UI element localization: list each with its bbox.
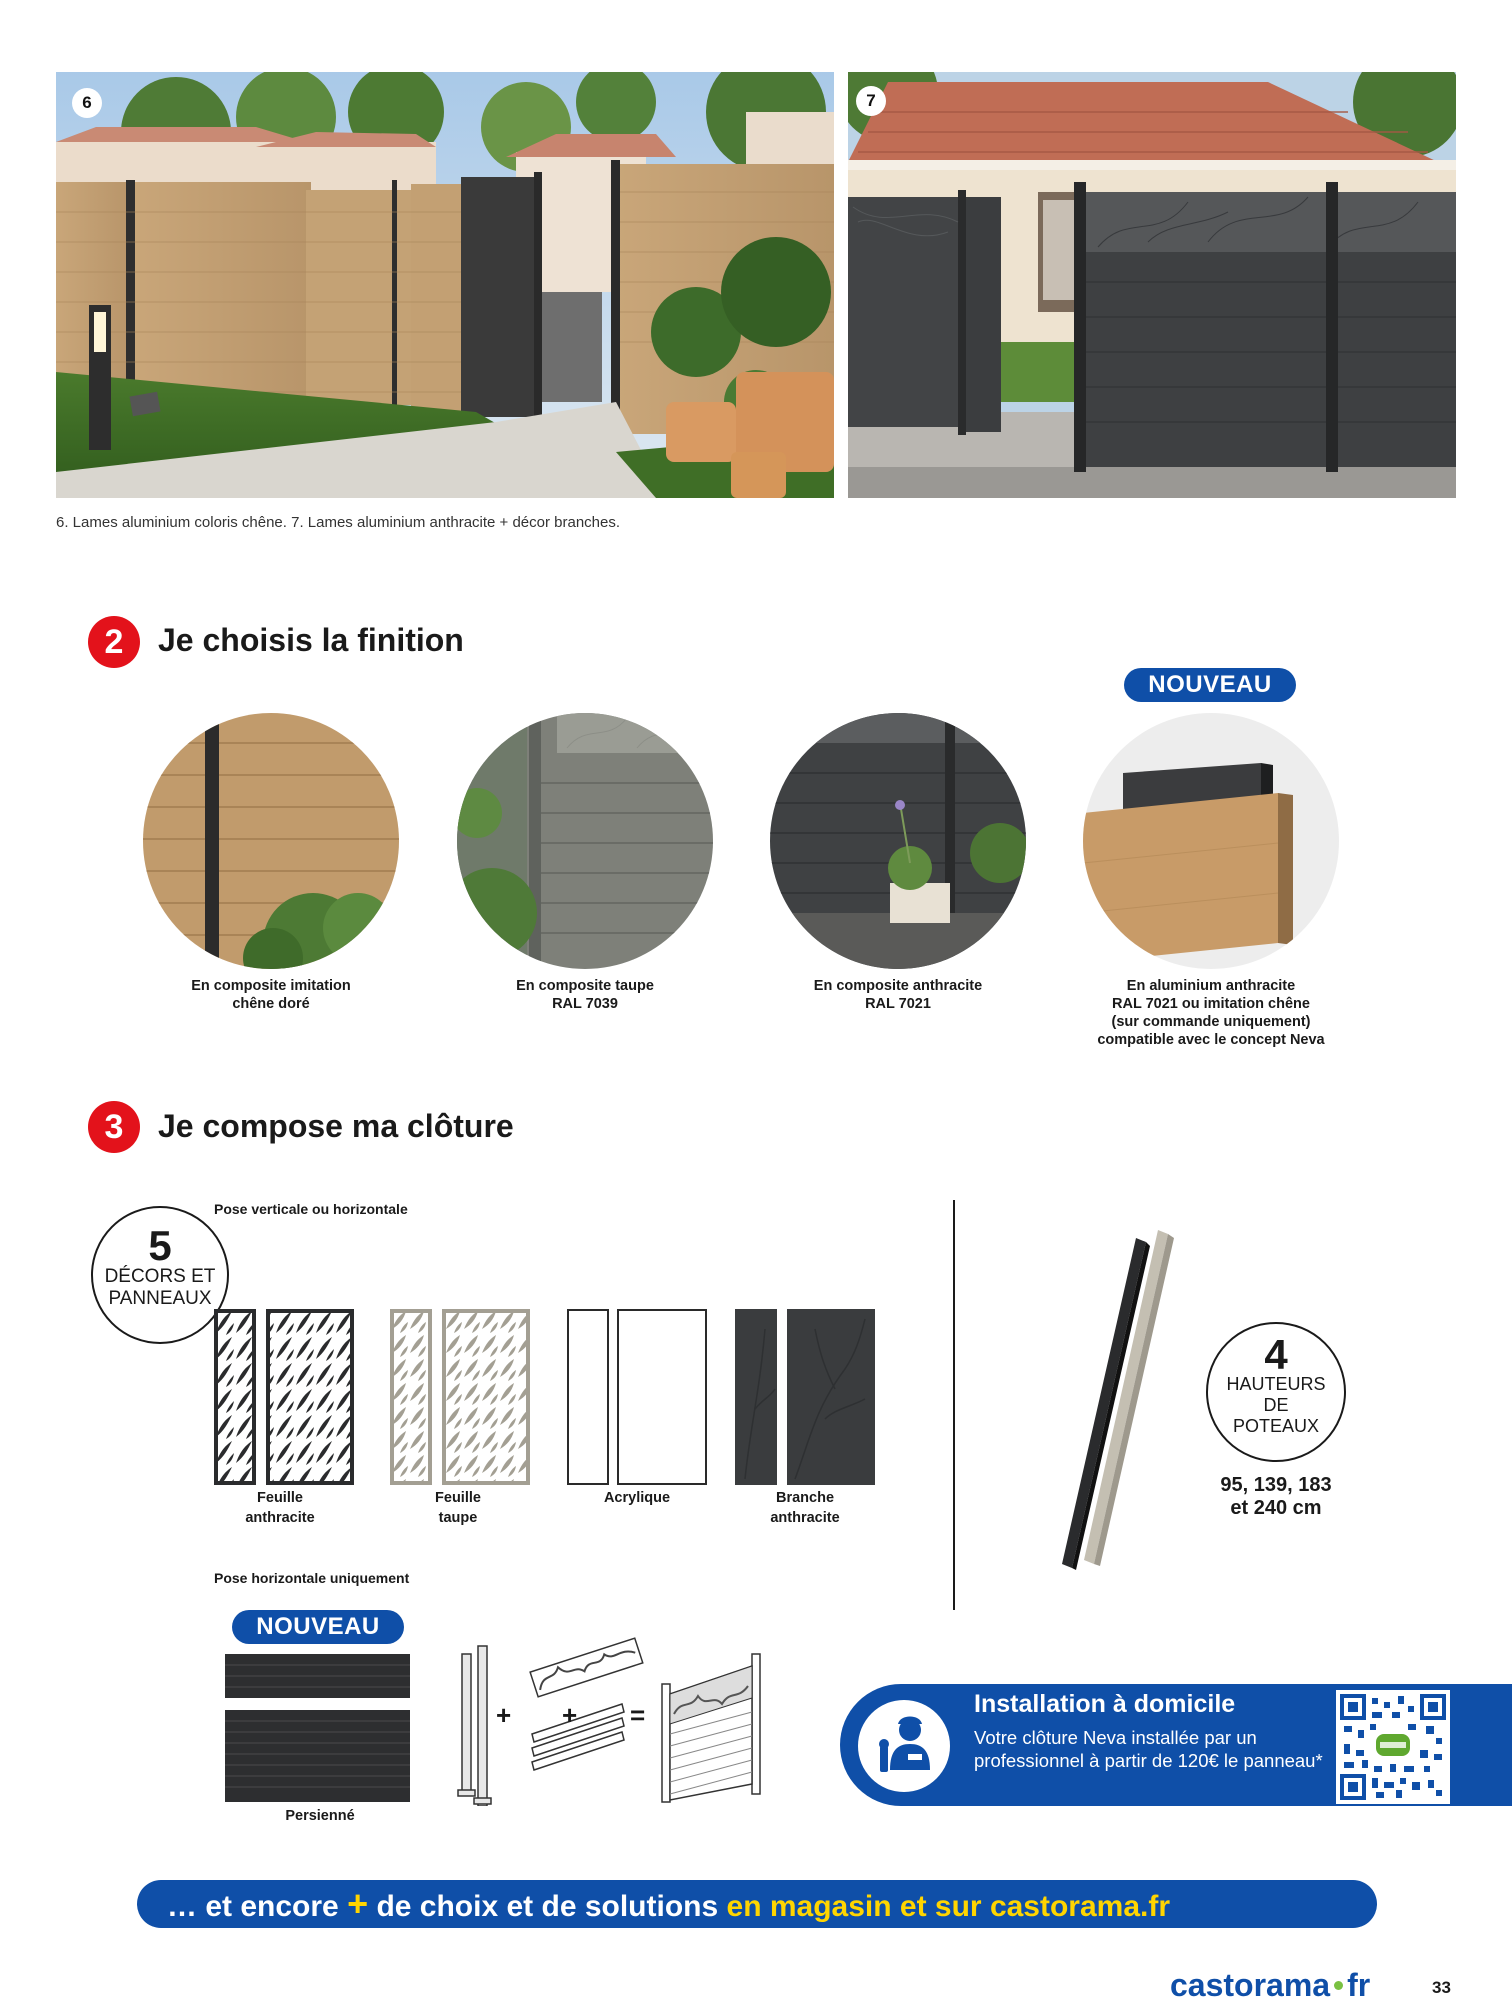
- pose-horizontal-label: Pose horizontale uniquement: [214, 1570, 410, 1586]
- persienne-label: Persienné: [285, 1808, 355, 1824]
- heights-count-circle: 4 HAUTEURS DE POTEAUX: [1206, 1322, 1346, 1462]
- panel-label-leaf-taupe: Feuille taupe: [435, 1490, 481, 1526]
- installation-title: Installation à domicile: [974, 1690, 1236, 1718]
- plus-icon: +: [347, 1883, 369, 1924]
- panel-label-branch-anthracite: Branche anthracite: [770, 1490, 840, 1526]
- finish-swatch-taupe: [457, 713, 713, 969]
- panel-branch-anthracite: [735, 1309, 875, 1485]
- posts-illustration: [1050, 1228, 1180, 1573]
- logo-dot-icon: [1334, 1981, 1343, 1990]
- post-heights-values: 95, 139, 183 et 240 cm: [1220, 1474, 1332, 1519]
- plus-sign: +: [496, 1700, 512, 1730]
- step-number-2: 2: [88, 616, 140, 668]
- new-badge: NOUVEAU: [232, 1610, 404, 1644]
- finish-label-anthracite: En composite anthracite RAL 7021: [813, 978, 983, 1012]
- step-number-3: 3: [88, 1101, 140, 1153]
- plus-sign: +: [562, 1700, 578, 1730]
- panel-acrylic: [567, 1309, 707, 1485]
- finish-swatch-oak: [143, 713, 399, 969]
- banner-text: … et encore + de choix et de solutions en magasin et sur castorama.fr: [167, 1883, 1171, 1924]
- column-divider: [953, 1200, 955, 1610]
- finish-swatch-aluminium: [1083, 713, 1339, 969]
- section-title-compose: Je compose ma clôture: [158, 1108, 514, 1144]
- photo-oak-fence: [56, 72, 834, 498]
- decors-count-circle: 5 DÉCORS ET PANNEAUX: [91, 1206, 229, 1344]
- castorama-logo[interactable]: castorama fr: [1170, 1967, 1371, 2000]
- pose-vertical-label: Pose verticale ou horizontale: [214, 1201, 408, 1217]
- photo-number-badge: 6: [72, 88, 102, 118]
- finish-label-aluminium: En aluminium anthracite RAL 7021 ou imitation chêne (sur commande uniquement) compatible avec le concept Neva: [1097, 978, 1325, 1048]
- installation-text: Votre clôture Neva installée par un professionnel à partir de 120€ le panneau*: [974, 1727, 1323, 1771]
- finish-label-taupe: En composite taupe RAL 7039: [516, 978, 654, 1012]
- panel-leaf-taupe: [390, 1309, 530, 1485]
- photo-caption: 6. Lames aluminium coloris chêne. 7. Lames aluminium anthracite + décor branches.: [56, 514, 621, 531]
- page-number: 33: [1432, 1978, 1451, 1997]
- qr-code[interactable]: [1336, 1690, 1450, 1804]
- panel-leaf-anthracite: [214, 1309, 354, 1485]
- photo-number-badge: 7: [856, 86, 886, 116]
- panel-label-leaf-anthracite: Feuille anthracite: [245, 1490, 315, 1526]
- installer-icon: [858, 1700, 950, 1792]
- banner-store-link[interactable]: en magasin et sur castorama.fr: [726, 1890, 1171, 1923]
- panel-label-acrylic: Acrylique: [603, 1490, 671, 1506]
- photo-anthracite-fence: [848, 72, 1456, 498]
- new-badge: NOUVEAU: [1124, 668, 1296, 702]
- section-title-finish: Je choisis la finition: [158, 622, 464, 658]
- finish-swatch-anthracite: [770, 713, 1026, 969]
- persienne-panels: [225, 1654, 410, 1802]
- equals-sign: =: [630, 1700, 646, 1730]
- finish-label-oak: En composite imitation chêne doré: [191, 978, 351, 1012]
